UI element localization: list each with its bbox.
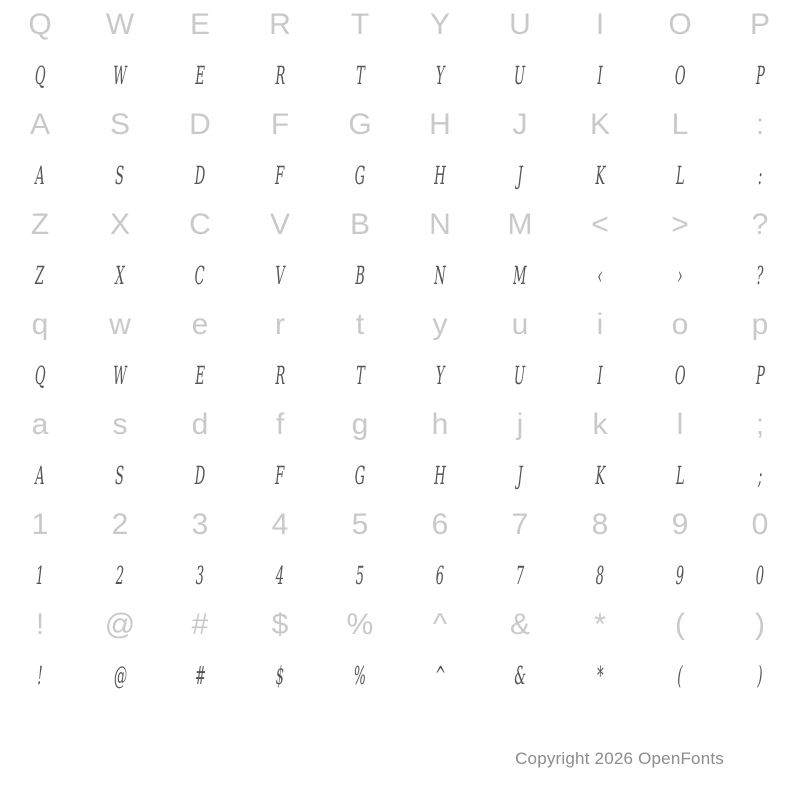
glyph-reference: X [109,208,130,241]
glyph-reference: S [109,108,130,141]
glyph-sample: ‹ [597,260,603,290]
glyph-cell [0,50,80,100]
glyph-cell [0,150,80,200]
glyph-reference: r [275,308,285,341]
glyph-reference: D [189,108,211,141]
glyph-sample: E [194,60,206,90]
glyph-cell [560,100,640,150]
glyph-sample: U [514,60,526,90]
glyph-cell [480,400,560,450]
glyph-cell [720,350,800,400]
glyph-cell [0,300,80,350]
glyph-reference: s [112,408,128,441]
glyph-cell [240,650,320,700]
glyph-cell [400,650,480,700]
glyph-cell [160,400,240,450]
glyph-sample: 3 [195,560,205,590]
glyph-cell [480,650,560,700]
glyph-sample: J [517,160,523,190]
glyph-cell [720,550,800,600]
glyph-cell [560,550,640,600]
glyph-cell [640,100,720,150]
glyph-sample: 5 [355,560,365,590]
glyph-cell [640,450,720,500]
glyph-sample: Y [435,60,445,90]
glyph-sample: ? [756,260,764,290]
glyph-sample: % [353,660,367,690]
glyph-reference: y [432,308,448,341]
glyph-sample: * [596,660,604,690]
glyph-sample: @ [113,660,127,690]
glyph-sample: W [113,60,127,90]
glyph-sample: N [434,260,446,290]
glyph-cell [240,200,320,250]
glyph-reference: P [749,8,770,41]
glyph-cell [0,200,80,250]
glyph-reference: J [512,108,528,141]
glyph-cell [720,250,800,300]
glyph-cell [160,250,240,300]
glyph-cell [560,150,640,200]
glyph-cell [560,300,640,350]
copyright-notice: Copyright 2026 OpenFonts [515,749,724,768]
glyph-sample: F [275,160,285,190]
glyph-reference: g [351,408,369,441]
glyph-cell [160,650,240,700]
glyph-cell [0,0,80,50]
glyph-sample: 8 [595,560,605,590]
glyph-cell [400,150,480,200]
glyph-cell [0,350,80,400]
glyph-sample: L [675,460,685,490]
glyph-cell [80,50,160,100]
glyph-cell [400,300,480,350]
glyph-sample: $ [275,660,285,690]
glyph-sample: 1 [35,560,45,590]
glyph-cell [160,100,240,150]
glyph-cell [240,550,320,600]
glyph-cell [400,600,480,650]
glyph-cell [720,200,800,250]
glyph-reference: 6 [431,508,449,541]
glyph-cell [640,650,720,700]
glyph-reference: R [269,8,291,41]
glyph-cell [560,400,640,450]
glyph-sample: # [194,660,206,690]
glyph-cell [0,500,80,550]
glyph-cell [480,300,560,350]
glyph-cell [320,350,400,400]
glyph-sample: K [594,160,606,190]
glyph-cell [560,350,640,400]
glyph-sample: H [434,460,446,490]
glyph-sample: 2 [115,560,125,590]
glyph-cell [640,400,720,450]
glyph-reference: 4 [271,508,289,541]
glyph-cell [240,250,320,300]
glyph-reference: N [429,208,451,241]
glyph-sample: C [194,260,206,290]
glyph-reference: 7 [511,508,529,541]
glyph-cell [240,500,320,550]
glyph-cell [80,0,160,50]
glyph-cell [80,400,160,450]
glyph-cell [400,450,480,500]
glyph-reference: u [511,308,529,341]
glyph-reference: 8 [591,508,609,541]
glyph-sample: G [354,460,366,490]
glyph-sample: F [275,460,285,490]
glyph-cell [720,300,800,350]
glyph-cell [720,150,800,200]
glyph-sample: X [115,260,125,290]
glyph-reference: ! [35,608,45,641]
glyph-cell [320,150,400,200]
glyph-reference: 3 [191,508,209,541]
glyph-reference: @ [104,608,136,641]
glyph-sample: T [355,360,365,390]
glyph-cell [80,450,160,500]
glyph-cell [160,50,240,100]
glyph-cell [560,200,640,250]
glyph-cell [240,450,320,500]
glyph-cell [160,150,240,200]
glyph-reference: C [189,208,211,241]
glyph-cell [80,500,160,550]
glyph-sample: ^ [434,660,446,690]
glyph-cell [80,350,160,400]
glyph-cell [720,100,800,150]
glyph-sample: E [194,360,206,390]
glyph-cell [240,150,320,200]
glyph-reference: Q [28,8,52,41]
glyph-reference: F [270,108,290,141]
glyph-reference: G [348,108,372,141]
glyph-cell [80,650,160,700]
glyph-sample: Q [34,360,46,390]
glyph-reference: ) [755,608,765,641]
glyph-cell [80,100,160,150]
glyph-cell [560,0,640,50]
glyph-cell [240,0,320,50]
glyph-cell [320,650,400,700]
glyph-cell [400,400,480,450]
glyph-reference: < [591,208,609,241]
glyph-reference: ( [675,608,685,641]
glyph-sample: 7 [515,560,525,590]
glyph-cell [160,200,240,250]
glyph-cell [0,450,80,500]
glyph-reference: d [191,408,209,441]
glyph-cell [240,400,320,450]
glyph-sample: T [355,60,365,90]
glyph-cell [480,500,560,550]
glyph-cell [640,500,720,550]
glyph-sample: Y [435,360,445,390]
glyph-reference: E [189,8,210,41]
glyph-cell [560,50,640,100]
glyph-sample: ) [757,660,763,690]
glyph-cell [640,150,720,200]
glyph-cell [480,100,560,150]
glyph-cell [480,50,560,100]
glyph-cell [320,400,400,450]
glyph-cell [560,600,640,650]
glyph-cell [320,600,400,650]
glyph-reference: l [676,408,684,441]
glyph-cell [400,200,480,250]
glyph-reference: p [751,308,769,341]
glyph-sample: 6 [435,560,445,590]
glyph-sample: M [513,260,527,290]
glyph-reference: H [429,108,451,141]
glyph-cell [480,600,560,650]
glyph-reference: w [109,308,131,341]
glyph-reference: T [350,8,370,41]
glyph-cell [320,550,400,600]
glyph-sample: 0 [755,560,765,590]
glyph-sample: W [113,360,127,390]
glyph-sample: ! [37,660,43,690]
glyph-sample: P [755,60,765,90]
glyph-cell [400,100,480,150]
glyph-reference: Y [429,8,450,41]
glyph-cell [400,550,480,600]
glyph-sample: Z [35,260,45,290]
glyph-reference: > [671,208,689,241]
glyph-cell [720,500,800,550]
glyph-cell [160,600,240,650]
glyph-reference: Z [30,208,50,241]
glyph-sample: D [194,460,206,490]
glyph-cell [480,150,560,200]
glyph-sample: 4 [275,560,285,590]
glyph-cell [400,350,480,400]
glyph-reference: O [668,8,692,41]
glyph-reference: h [431,408,449,441]
glyph-cell [240,300,320,350]
glyph-reference: e [191,308,209,341]
glyph-cell [160,550,240,600]
glyph-cell [320,200,400,250]
glyph-reference: i [596,308,604,341]
glyph-cell [640,250,720,300]
glyph-cell [160,300,240,350]
glyph-cell [560,500,640,550]
glyph-cell [640,350,720,400]
glyph-sample: U [514,360,526,390]
glyph-sample: B [354,260,366,290]
glyph-reference: V [269,208,290,241]
glyph-cell [480,200,560,250]
glyph-cell [640,600,720,650]
glyph-reference: & [509,608,530,641]
glyph-sample: I [597,60,603,90]
glyph-cell [480,350,560,400]
glyph-reference: $ [271,608,289,641]
glyph-cell [560,250,640,300]
glyph-reference: : [755,108,765,141]
glyph-sample: V [275,260,285,290]
glyph-cell [160,500,240,550]
glyph-cell [720,450,800,500]
glyph-cell [240,600,320,650]
glyph-reference: a [31,408,49,441]
glyph-sample: K [594,460,606,490]
glyph-cell [0,650,80,700]
glyph-sample: R [274,360,286,390]
glyph-sample: A [35,460,45,490]
glyph-reference: ^ [432,608,448,641]
glyph-cell [480,250,560,300]
glyph-cell [0,600,80,650]
glyph-reference: t [355,308,365,341]
glyph-reference: j [516,408,524,441]
glyph-sample: ( [677,660,683,690]
glyph-cell [320,250,400,300]
glyph-reference: ; [755,408,765,441]
glyph-reference: W [105,8,135,41]
glyph-cell [480,450,560,500]
glyph-reference: o [671,308,689,341]
glyph-reference: A [29,108,50,141]
glyph-sample: J [517,460,523,490]
glyph-cell [80,150,160,200]
glyph-reference: B [349,208,370,241]
glyph-cell [400,0,480,50]
glyph-cell [160,0,240,50]
glyph-cell [320,450,400,500]
glyph-cell [80,250,160,300]
glyph-sample: › [677,260,683,290]
glyph-reference: * [594,608,606,641]
glyph-reference: 9 [671,508,689,541]
glyph-sample: I [597,360,603,390]
glyph-cell [80,600,160,650]
glyph-reference: K [589,108,610,141]
glyph-reference: M [507,208,533,241]
glyph-sample: L [675,160,685,190]
glyph-sample: : [757,160,763,190]
glyph-cell [320,0,400,50]
glyph-sample: 9 [675,560,685,590]
glyph-cell [560,650,640,700]
glyph-reference: f [275,408,285,441]
glyph-cell [720,50,800,100]
glyph-cell [320,50,400,100]
glyph-cell [720,400,800,450]
glyph-cell [0,250,80,300]
glyph-cell [240,50,320,100]
glyph-reference: I [595,8,605,41]
glyph-cell [160,350,240,400]
glyph-cell [80,550,160,600]
glyph-cell [640,0,720,50]
glyph-cell [720,650,800,700]
glyph-sample: S [115,160,125,190]
glyph-sample: D [194,160,206,190]
glyph-cell [80,200,160,250]
glyph-reference: # [191,608,209,641]
glyph-cell [0,550,80,600]
glyph-cell [640,50,720,100]
glyph-cell [400,500,480,550]
glyph-reference: 0 [751,508,769,541]
glyph-sample: & [513,660,527,690]
glyph-cell [720,0,800,50]
glyph-cell [480,550,560,600]
glyph-cell [560,450,640,500]
glyph-cell [720,600,800,650]
glyph-sample: ; [757,460,763,490]
glyph-reference: % [346,608,374,641]
glyph-reference: ? [751,208,769,241]
glyph-reference: 1 [31,508,49,541]
glyph-cell [640,550,720,600]
glyph-reference: 5 [351,508,369,541]
glyph-cell [400,50,480,100]
glyph-cell [640,300,720,350]
glyph-cell [320,300,400,350]
glyph-cell [400,250,480,300]
glyph-cell [320,100,400,150]
glyph-reference: k [592,408,608,441]
glyph-cell [0,100,80,150]
glyph-cell [160,450,240,500]
glyph-sample: G [354,160,366,190]
glyph-reference: 2 [111,508,129,541]
glyph-cell [640,200,720,250]
glyph-sample: H [434,160,446,190]
glyph-cell [320,500,400,550]
glyph-cell [240,350,320,400]
glyph-reference: L [671,108,689,141]
glyph-sample: O [674,60,686,90]
glyph-sample: R [274,60,286,90]
glyph-cell [240,100,320,150]
glyph-sample: P [755,360,765,390]
glyph-cell [480,0,560,50]
glyph-reference: q [31,308,49,341]
glyph-cell [80,300,160,350]
glyph-cell [0,400,80,450]
glyph-sample: Q [34,60,46,90]
glyph-sample: O [674,360,686,390]
glyph-sample: A [35,160,45,190]
glyph-sample: S [115,460,125,490]
glyph-reference: U [509,8,531,41]
